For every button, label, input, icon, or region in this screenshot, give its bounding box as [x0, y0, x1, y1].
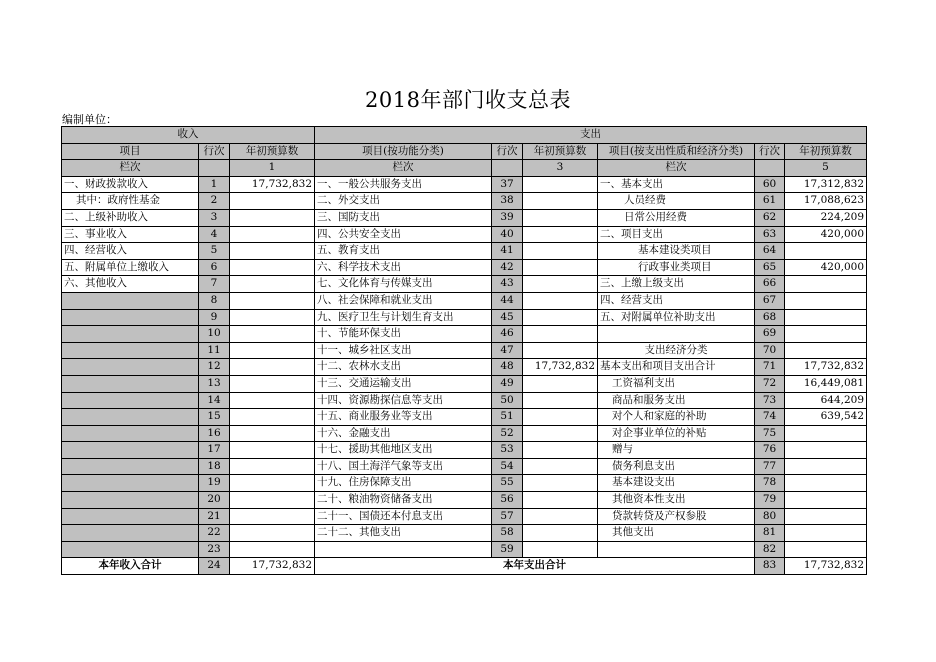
econ-item — [598, 541, 755, 558]
expense-total-label: 本年支出合计 — [315, 558, 755, 575]
econ-row-number: 73 — [755, 392, 785, 409]
func-budget-value — [523, 541, 598, 558]
func-item: 十五、商业服务业等支出 — [315, 409, 492, 426]
econ-item: 行政事业类项目 — [598, 259, 755, 276]
income-row-number: 10 — [199, 326, 230, 343]
income-budget-value — [230, 309, 315, 326]
table-row — [62, 392, 867, 409]
table-row — [62, 359, 867, 376]
income-item: 五、附属单位上缴收入 — [62, 259, 199, 276]
income-budget-header: 年初预算数 — [230, 143, 315, 160]
income-total-label: 本年收入合计 — [62, 558, 199, 575]
income-item — [62, 541, 199, 558]
income-budget-value — [230, 525, 315, 542]
func-budget-value — [523, 375, 598, 392]
econ-item: 赠与 — [598, 442, 755, 459]
func-budget-value — [523, 176, 598, 193]
income-budget-value — [230, 392, 315, 409]
func-item: 十四、资源勘探信息等支出 — [315, 392, 492, 409]
func-col-label: 栏次 — [315, 160, 492, 177]
econ-row-number: 79 — [755, 492, 785, 509]
func-row-number: 38 — [492, 193, 523, 210]
econ-row-number: 77 — [755, 458, 785, 475]
func-budget-value — [523, 276, 598, 293]
econ-item: 贷款转贷及产权参股 — [598, 508, 755, 525]
econ-row-number: 78 — [755, 475, 785, 492]
table-row — [62, 276, 867, 293]
func-budget-value — [523, 309, 598, 326]
income-row-number: 11 — [199, 342, 230, 359]
func-row-number: 44 — [492, 292, 523, 309]
econ-row-number: 61 — [755, 193, 785, 210]
income-item — [62, 475, 199, 492]
func-row-number: 48 — [492, 359, 523, 376]
econ-budget-value: 420,000 — [785, 259, 867, 276]
income-item — [62, 425, 199, 442]
econ-row-number: 67 — [755, 292, 785, 309]
econ-row-number: 71 — [755, 359, 785, 376]
income-item — [62, 309, 199, 326]
econ-row-number: 82 — [755, 541, 785, 558]
econ-budget-value — [785, 292, 867, 309]
income-budget-value — [230, 292, 315, 309]
income-budget-value — [230, 276, 315, 293]
func-budget-value — [523, 326, 598, 343]
func-row-number: 53 — [492, 442, 523, 459]
econ-budget-value: 17,732,832 — [785, 359, 867, 376]
income-row-number: 1 — [199, 176, 230, 193]
income-row-number: 17 — [199, 442, 230, 459]
income-item — [62, 326, 199, 343]
income-item — [62, 392, 199, 409]
econ-budget-value — [785, 508, 867, 525]
income-row-number: 20 — [199, 492, 230, 509]
func-row-number: 57 — [492, 508, 523, 525]
econ-row-number: 64 — [755, 243, 785, 260]
income-row-number: 3 — [199, 209, 230, 226]
income-row-number: 8 — [199, 292, 230, 309]
func-item: 三、国防支出 — [315, 209, 492, 226]
econ-budget-value: 224,209 — [785, 209, 867, 226]
empty-cell — [492, 160, 523, 177]
func-row-number: 39 — [492, 209, 523, 226]
func-rowno-header: 行次 — [492, 143, 523, 160]
econ-budget-value — [785, 243, 867, 260]
income-item — [62, 292, 199, 309]
func-budget-value — [523, 226, 598, 243]
func-row-number: 51 — [492, 409, 523, 426]
func-item: 二十二、其他支出 — [315, 525, 492, 542]
econ-row-number: 72 — [755, 375, 785, 392]
table-row — [62, 226, 867, 243]
func-item: 二十、粮油物资储备支出 — [315, 492, 492, 509]
func-budget-value — [523, 442, 598, 459]
func-item: 十九、住房保障支出 — [315, 475, 492, 492]
econ-item: 商品和服务支出 — [598, 392, 755, 409]
income-item — [62, 342, 199, 359]
func-row-number: 37 — [492, 176, 523, 193]
func-row-number: 59 — [492, 541, 523, 558]
table-row — [62, 425, 867, 442]
income-item — [62, 375, 199, 392]
econ-budget-value — [785, 525, 867, 542]
income-budget-value — [230, 375, 315, 392]
func-item: 七、文化体育与传媒支出 — [315, 276, 492, 293]
econ-budget-value — [785, 541, 867, 558]
func-item: 二十一、国债还本付息支出 — [315, 508, 492, 525]
econ-item-header: 项目(按支出性质和经济分类) — [598, 143, 755, 160]
table-row — [62, 541, 867, 558]
unit-label: 编制单位： — [62, 113, 117, 126]
income-col-label: 栏次 — [62, 160, 199, 177]
income-budget-value — [230, 541, 315, 558]
func-budget-header: 年初预算数 — [523, 143, 598, 160]
income-budget-value — [230, 409, 315, 426]
table-row — [62, 259, 867, 276]
econ-budget-value — [785, 276, 867, 293]
econ-budget-value — [785, 326, 867, 343]
econ-row-number: 60 — [755, 176, 785, 193]
func-row-number: 50 — [492, 392, 523, 409]
income-item: 三、事业收入 — [62, 226, 199, 243]
econ-row-number: 74 — [755, 409, 785, 426]
col-number-1: 1 — [230, 160, 315, 177]
func-budget-value — [523, 475, 598, 492]
func-budget-value — [523, 342, 598, 359]
func-item: 八、社会保障和就业支出 — [315, 292, 492, 309]
econ-item: 其他支出 — [598, 525, 755, 542]
econ-item: 基本建设类项目 — [598, 243, 755, 260]
income-budget-value — [230, 508, 315, 525]
func-item — [315, 541, 492, 558]
income-budget-value — [230, 492, 315, 509]
income-row-number: 16 — [199, 425, 230, 442]
func-budget-value — [523, 193, 598, 210]
income-budget-value — [230, 209, 315, 226]
econ-budget-value: 644,209 — [785, 392, 867, 409]
income-row-number: 21 — [199, 508, 230, 525]
func-budget-value — [523, 209, 598, 226]
econ-budget-value — [785, 442, 867, 459]
econ-budget-value: 17,088,623 — [785, 193, 867, 210]
budget-table — [61, 126, 867, 575]
econ-row-number: 80 — [755, 508, 785, 525]
econ-item: 债务利息支出 — [598, 458, 755, 475]
func-row-number: 45 — [492, 309, 523, 326]
econ-item: 基本建设支出 — [598, 475, 755, 492]
func-item: 十八、国土海洋气象等支出 — [315, 458, 492, 475]
econ-budget-value — [785, 492, 867, 509]
income-row-number: 22 — [199, 525, 230, 542]
func-budget-value — [523, 492, 598, 509]
table-row — [62, 243, 867, 260]
income-row-number: 18 — [199, 458, 230, 475]
income-row-number: 9 — [199, 309, 230, 326]
expense-total-row-number: 83 — [755, 558, 785, 575]
income-row-number: 13 — [199, 375, 230, 392]
econ-budget-value: 17,312,832 — [785, 176, 867, 193]
func-item: 十三、交通运输支出 — [315, 375, 492, 392]
func-item: 一、一般公共服务支出 — [315, 176, 492, 193]
income-budget-value — [230, 442, 315, 459]
income-item-header: 项目 — [62, 143, 199, 160]
col-number-3: 3 — [523, 160, 598, 177]
econ-budget-header: 年初预算数 — [785, 143, 867, 160]
econ-budget-value: 639,542 — [785, 409, 867, 426]
income-budget-value — [230, 458, 315, 475]
func-item: 十二、农林水支出 — [315, 359, 492, 376]
econ-budget-value — [785, 475, 867, 492]
table-row — [62, 326, 867, 343]
income-total-value: 17,732,832 — [230, 558, 315, 575]
income-budget-value: 17,732,832 — [230, 176, 315, 193]
income-budget-value — [230, 425, 315, 442]
func-budget-value — [523, 425, 598, 442]
econ-row-number: 63 — [755, 226, 785, 243]
page-title: 2018年部门收支总表 — [365, 88, 571, 112]
econ-item: 基本支出和项目支出合计 — [598, 359, 755, 376]
income-row-number: 23 — [199, 541, 230, 558]
expense-total-value: 17,732,832 — [785, 558, 867, 575]
func-budget-value — [523, 508, 598, 525]
func-row-number: 54 — [492, 458, 523, 475]
econ-row-number: 66 — [755, 276, 785, 293]
income-budget-value — [230, 243, 315, 260]
income-item — [62, 359, 199, 376]
func-item: 十一、城乡社区支出 — [315, 342, 492, 359]
func-item: 十、节能环保支出 — [315, 326, 492, 343]
table-row — [62, 508, 867, 525]
econ-row-number: 65 — [755, 259, 785, 276]
func-item: 二、外交支出 — [315, 193, 492, 210]
func-row-number: 41 — [492, 243, 523, 260]
income-item — [62, 508, 199, 525]
econ-item: 二、项目支出 — [598, 226, 755, 243]
econ-budget-value — [785, 458, 867, 475]
func-row-number: 40 — [492, 226, 523, 243]
income-item: 一、财政拨款收入 — [62, 176, 199, 193]
table-row — [62, 525, 867, 542]
econ-budget-value: 420,000 — [785, 226, 867, 243]
income-item — [62, 458, 199, 475]
econ-item: 对企事业单位的补贴 — [598, 425, 755, 442]
income-item: 二、上级补助收入 — [62, 209, 199, 226]
income-item: 其中：政府性基金 — [62, 193, 199, 210]
func-budget-value — [523, 259, 598, 276]
econ-item: 支出经济分类 — [598, 342, 755, 359]
econ-row-number: 70 — [755, 342, 785, 359]
econ-item: 一、基本支出 — [598, 176, 755, 193]
income-budget-value — [230, 475, 315, 492]
func-budget-value — [523, 525, 598, 542]
income-row-number: 6 — [199, 259, 230, 276]
func-item-header: 项目(按功能分类) — [315, 143, 492, 160]
econ-row-number: 62 — [755, 209, 785, 226]
income-item — [62, 409, 199, 426]
expense-header: 支出 — [315, 127, 867, 144]
econ-item: 五、对附属单位补助支出 — [598, 309, 755, 326]
func-budget-value — [523, 409, 598, 426]
table-row — [62, 409, 867, 426]
table-row — [62, 309, 867, 326]
table-row — [62, 375, 867, 392]
table-row — [62, 209, 867, 226]
income-row-number: 4 — [199, 226, 230, 243]
income-item: 六、其他收入 — [62, 276, 199, 293]
income-row-number: 7 — [199, 276, 230, 293]
func-row-number: 43 — [492, 276, 523, 293]
econ-item — [598, 326, 755, 343]
income-item — [62, 492, 199, 509]
econ-budget-value — [785, 309, 867, 326]
econ-item: 工资福利支出 — [598, 375, 755, 392]
income-item: 四、经营收入 — [62, 243, 199, 260]
econ-rowno-header: 行次 — [755, 143, 785, 160]
func-item: 十七、援助其他地区支出 — [315, 442, 492, 459]
table-row — [62, 292, 867, 309]
econ-budget-value — [785, 342, 867, 359]
econ-row-number: 69 — [755, 326, 785, 343]
income-budget-value — [230, 342, 315, 359]
income-item — [62, 525, 199, 542]
income-budget-value — [230, 259, 315, 276]
income-row-number: 2 — [199, 193, 230, 210]
func-row-number: 42 — [492, 259, 523, 276]
func-budget-value — [523, 392, 598, 409]
econ-item: 对个人和家庭的补助 — [598, 409, 755, 426]
income-budget-value — [230, 326, 315, 343]
func-row-number: 47 — [492, 342, 523, 359]
income-row-number: 15 — [199, 409, 230, 426]
econ-row-number: 81 — [755, 525, 785, 542]
empty-cell — [755, 160, 785, 177]
func-item: 四、公共安全支出 — [315, 226, 492, 243]
totals-row — [62, 558, 867, 575]
econ-row-number: 75 — [755, 425, 785, 442]
func-item: 十六、金融支出 — [315, 425, 492, 442]
econ-row-number: 68 — [755, 309, 785, 326]
income-budget-value — [230, 359, 315, 376]
econ-budget-value: 16,449,081 — [785, 375, 867, 392]
table-row — [62, 458, 867, 475]
empty-cell — [199, 160, 230, 177]
table-row — [62, 176, 867, 193]
econ-item: 日常公用经费 — [598, 209, 755, 226]
func-budget-value: 17,732,832 — [523, 359, 598, 376]
func-budget-value — [523, 458, 598, 475]
income-row-number: 14 — [199, 392, 230, 409]
table-row — [62, 342, 867, 359]
econ-item: 人员经费 — [598, 193, 755, 210]
income-rowno-header: 行次 — [199, 143, 230, 160]
econ-item: 三、上缴上级支出 — [598, 276, 755, 293]
econ-col-label: 栏次 — [598, 160, 755, 177]
table-row — [62, 442, 867, 459]
func-row-number: 56 — [492, 492, 523, 509]
func-row-number: 52 — [492, 425, 523, 442]
func-row-number: 46 — [492, 326, 523, 343]
func-row-number: 58 — [492, 525, 523, 542]
table-row — [62, 475, 867, 492]
func-item: 六、科学技术支出 — [315, 259, 492, 276]
income-row-number: 12 — [199, 359, 230, 376]
econ-item: 其他资本性支出 — [598, 492, 755, 509]
income-item — [62, 442, 199, 459]
func-row-number: 49 — [492, 375, 523, 392]
table-row — [62, 492, 867, 509]
col-number-5: 5 — [785, 160, 867, 177]
econ-row-number: 76 — [755, 442, 785, 459]
func-budget-value — [523, 243, 598, 260]
income-row-number: 19 — [199, 475, 230, 492]
func-budget-value — [523, 292, 598, 309]
income-total-row-number: 24 — [199, 558, 230, 575]
econ-item: 四、经营支出 — [598, 292, 755, 309]
func-row-number: 55 — [492, 475, 523, 492]
func-item: 五、教育支出 — [315, 243, 492, 260]
income-budget-value — [230, 226, 315, 243]
income-header: 收入 — [62, 127, 315, 144]
income-row-number: 5 — [199, 243, 230, 260]
income-budget-value — [230, 193, 315, 210]
func-item: 九、医疗卫生与计划生育支出 — [315, 309, 492, 326]
econ-budget-value — [785, 425, 867, 442]
table-row — [62, 193, 867, 210]
